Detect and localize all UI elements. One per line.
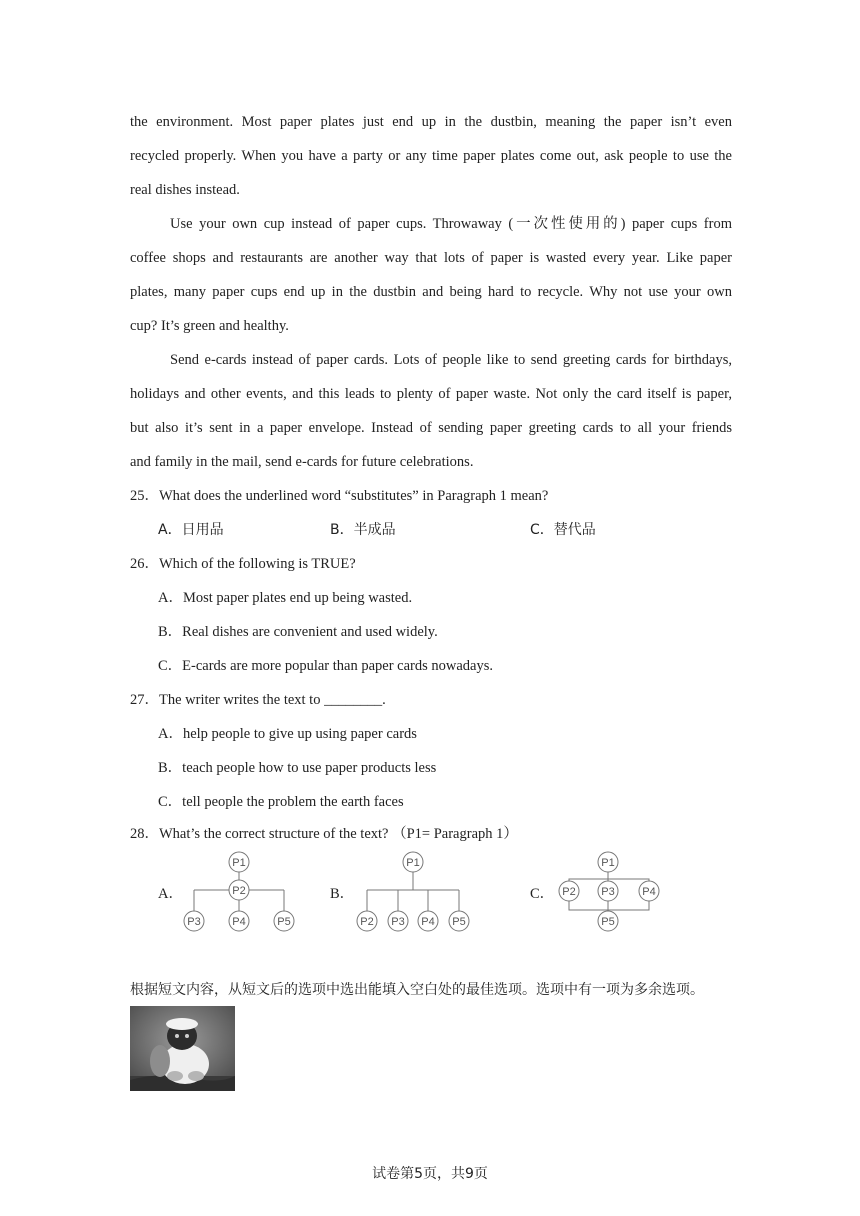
node-p1: P1 <box>406 857 420 869</box>
node-p2: P2 <box>562 886 576 898</box>
node-p1: P1 <box>232 857 246 869</box>
structure-diagram-b <box>352 850 476 939</box>
q27-option-b[interactable]: B．teach people how to use paper products less <box>158 760 437 776</box>
node-p1: P1 <box>601 857 615 869</box>
node-p4: P4 <box>421 916 435 928</box>
node-p3: P3 <box>391 916 405 928</box>
passage-line: the environment. Most paper plates just end up in the dustbin, meaning the paper isn’t even <box>130 114 732 130</box>
question-28-stem: 28．What’s the correct structure of the text? （P1= Paragraph 1） <box>130 826 518 842</box>
node-p3: P3 <box>601 886 615 898</box>
q28-option-a[interactable]: A． <box>158 886 183 902</box>
q28-option-c[interactable]: C． <box>530 886 555 902</box>
passage-line: coffee shops and restaurants are another way that lots of paper is wasted every year. Like paper <box>130 250 732 266</box>
passage-line: plates, many paper cups end up in the dustbin and being hard to recycle. Why not use your own <box>130 284 732 300</box>
node-p5: P5 <box>601 916 615 928</box>
q26-option-b[interactable]: B．Real dishes are convenient and used widely. <box>158 624 438 640</box>
node-p2: P2 <box>360 916 374 928</box>
node-p2: P2 <box>232 885 246 897</box>
node-p5: P5 <box>452 916 466 928</box>
question-26-stem: 26．Which of the following is TRUE? <box>130 556 356 572</box>
structure-diagram-c <box>552 850 664 939</box>
question-27-stem: 27．The writer writes the text to ________. <box>130 692 386 708</box>
passage-line: recycled properly. When you have a party or any time paper plates come out, ask people to use the <box>130 148 732 164</box>
q26-option-a[interactable]: A．Most paper plates end up being wasted. <box>158 590 413 606</box>
node-p4: P4 <box>642 886 656 898</box>
passage-line: Use your own cup instead of paper cups. Throwaway (一次性使用的) paper cups from <box>170 216 732 232</box>
node-p4: P4 <box>232 916 246 928</box>
passage-line: holidays and other events, and this leads to plenty of paper waste. Not only the card itself is paper, <box>130 386 732 402</box>
q28-option-b[interactable]: B． <box>330 886 355 902</box>
q25-option-a[interactable]: A．日用品 <box>158 522 224 538</box>
q26-option-c[interactable]: C．E-cards are more popular than paper cards nowadays. <box>158 658 493 674</box>
q27-option-a[interactable]: A．help people to give up using paper cards <box>158 726 417 742</box>
q25-option-c[interactable]: C．替代品 <box>530 522 596 538</box>
passage-line: real dishes instead. <box>130 182 240 198</box>
passage-line: but also it’s sent in a paper envelope. Instead of sending paper greeting cards to all your friends <box>130 420 732 436</box>
q25-option-b[interactable]: B．半成品 <box>330 522 396 538</box>
question-25-stem: 25．What does the underlined word “substitutes” in Paragraph 1 mean? <box>130 488 549 504</box>
node-p5: P5 <box>277 916 291 928</box>
passage-line: cup? It’s green and healthy. <box>130 318 289 334</box>
node-p3: P3 <box>187 916 201 928</box>
passage-line: Send e-cards instead of paper cards. Lots of people like to send greeting cards for birthdays, <box>170 352 732 368</box>
structure-diagram-a <box>180 850 300 939</box>
section-instruction: 根据短文内容，从短文后的选项中选出能填入空白处的最佳选项。选项中有一项为多余选项。 <box>130 982 704 998</box>
passage-line: and family in the mail, send e-cards for future celebrations. <box>130 454 474 470</box>
page-footer: 试卷第5页，共9页 <box>372 1166 488 1182</box>
q27-option-c[interactable]: C．tell people the problem the earth faces <box>158 794 404 810</box>
monkey-photo <box>130 1006 235 1091</box>
